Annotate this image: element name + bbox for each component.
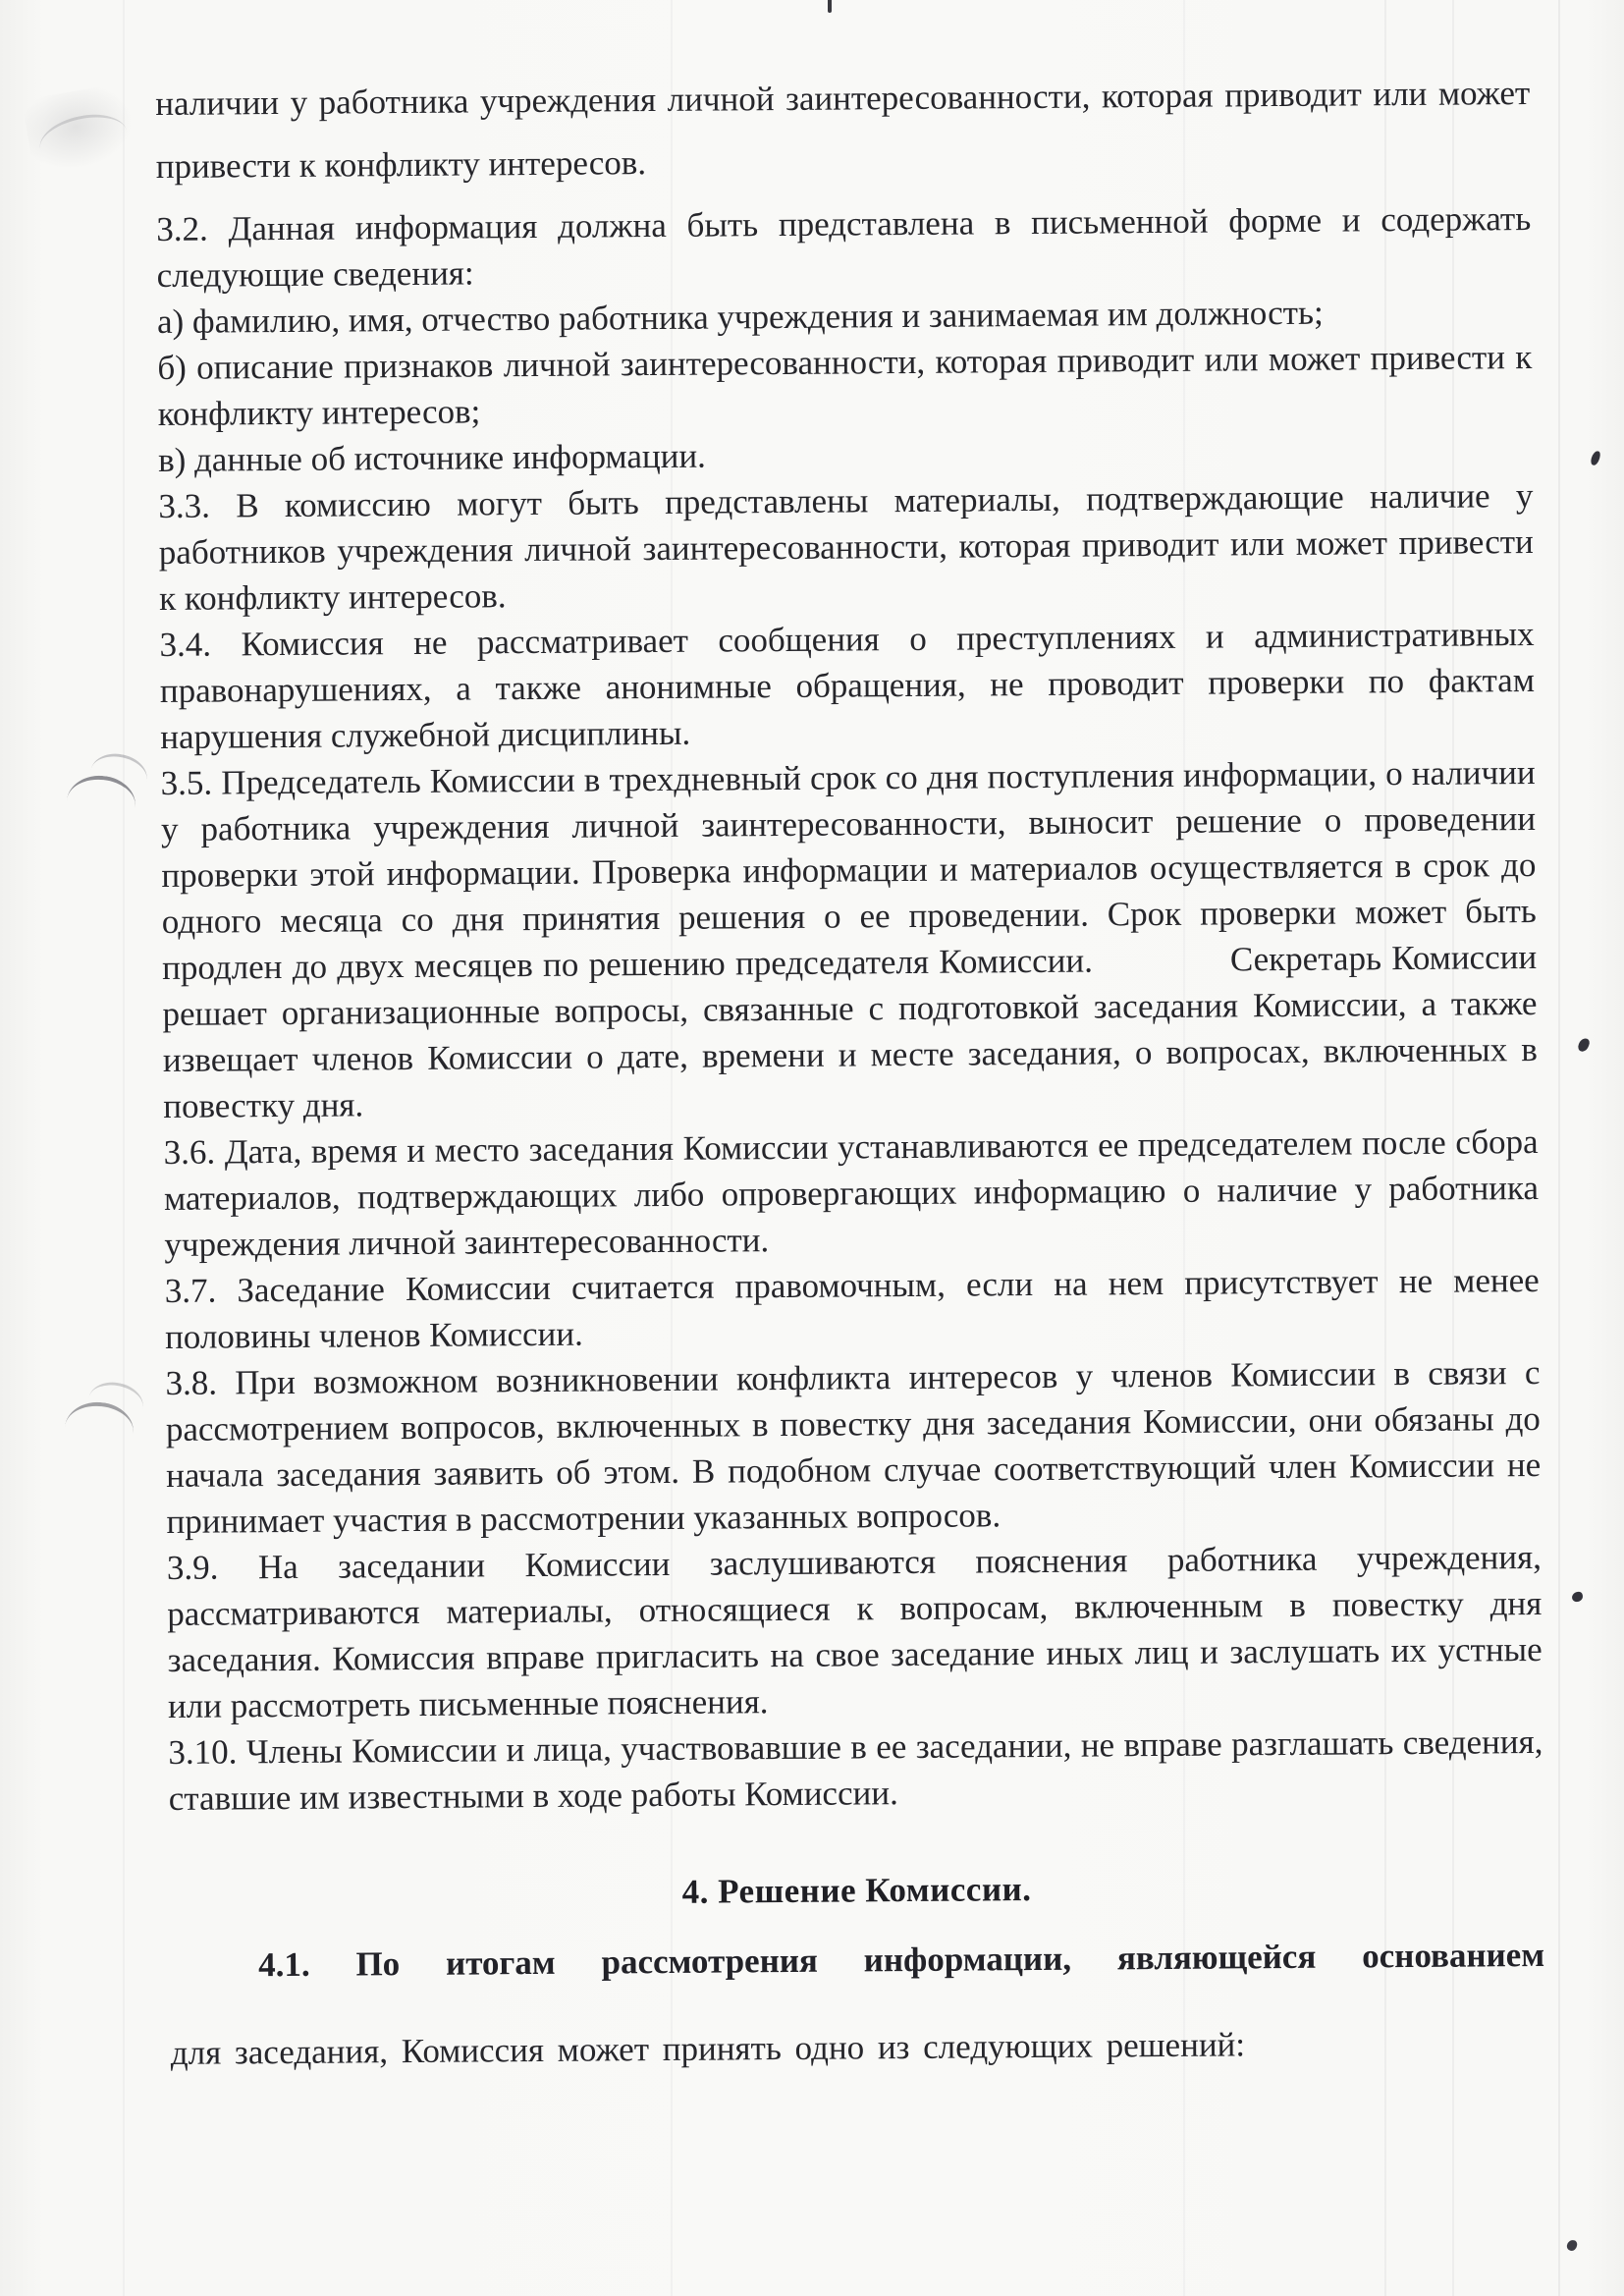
paragraph-3-4: 3.4. Комиссия не рассматривает сообщения о преступлениях и административных правонарушениях, а также анонимные обращения, не проводит проверки по фактам нарушения служебной дисциплины. — [159, 614, 1536, 756]
paragraph-3-8: 3.8. При возможном возникновении конфликта интересов у членов Комиссии в связи с рассмотрением вопросов, включенных в повестку дня заседания Комиссии, они обязаны до начала заседания заявить об этом. В подобном случае соответствующий член Комиссии не принимает участия в рассмотрении указанных вопросов. — [165, 1352, 1542, 1541]
intro-paragraph-continuation: наличии у работника учреждения личной заинтересованности, которая приводит или может привести к конфликту интересов. — [155, 74, 1531, 186]
paragraph-3-9: 3.9. На заседании Комиссии заслушиваются пояснения работника учреждения, рассматриваются материалы, относящиеся к вопросам, включенным в повестку дня заседания. Комиссия вправе пригласить на свое заседание иных лиц и заслушать их устные или рассмотреть письменные пояснения. — [166, 1537, 1543, 1725]
paragraph-4-1-line1: 4.1. По итогам рассмотрения информации, являющейся основанием — [257, 1935, 1545, 1985]
paragraph-3-2-item-v: в) данные об источнике информации. — [157, 436, 706, 479]
ink-speck-artifact — [1571, 1591, 1583, 1602]
paragraph-3-2-item-b: б) описание признаков личной заинтересованности, которая приводит или может привести к конфликту интересов; — [157, 337, 1533, 433]
ink-speck-artifact — [1566, 2239, 1578, 2252]
paragraph-3-6: 3.6. Дата, время и место заседания Комиссии устанавливаются ее председателем после сбора материалов, подтверждающих либо опровергающих информацию о наличие у работника учреждения личной заинтересованности. — [163, 1121, 1540, 1264]
scan-edge-tick-artifact — [828, 0, 832, 13]
section-heading-4: 4. Решение Комиссии. — [681, 1870, 1032, 1911]
paragraph-3-2: 3.2. Данная информация должна быть представлена в письменной форме и содержать следующие сведения: — [156, 199, 1532, 295]
paragraph-3-3: 3.3. В комиссию могут быть представлены материалы, подтверждающие наличие у работников учреждения личной заинтересованности, которая приводит или может привести к конфликту интересов. — [158, 475, 1534, 618]
ink-speck-artifact — [1577, 1037, 1592, 1054]
ink-speck-artifact — [1590, 450, 1601, 466]
scan-line-artifact — [123, 0, 125, 2296]
document-text-block — [155, 62, 1545, 2076]
paragraph-3-2-item-a: а) фамилию, имя, отчество работника учреждения и занимаемая им должность; — [156, 293, 1324, 341]
paragraph-3-7: 3.7. Заседание Комиссии считается правомочным, если на нем присутствует не менее половины членов Комиссии. — [164, 1260, 1540, 1356]
paragraph-3-5: 3.5. Председатель Комиссии в трехдневный срок со дня поступления информации, о наличии у работника учреждения личной заинтересованности, выносит решение о проведении проверки этой информации. Проверка информации и материалов осуществляется в срок до одного месяца со дня принятия решения о ее проведении. Срок проверки может быть продлен до двух месяцев по решению председателя Комиссии. Секретарь Комиссии решает организационные вопросы, связанные с подготовкой заседания Комиссии, а также извещает членов Комиссии о дате, времени и месте заседания, о вопросах, включенных в повестку дня. — [160, 752, 1539, 1125]
paragraph-3-10: 3.10. Члены Комиссии и лица, участвовавшие в ее заседании, не вправе разглашать сведения, ставшие им известными в ходе работы Комиссии. — [168, 1722, 1543, 1818]
scan-line-artifact — [1558, 0, 1560, 2296]
paragraph-4-1-line2: для заседания, Комиссия может принять одно из следующих решений: — [170, 2025, 1246, 2072]
